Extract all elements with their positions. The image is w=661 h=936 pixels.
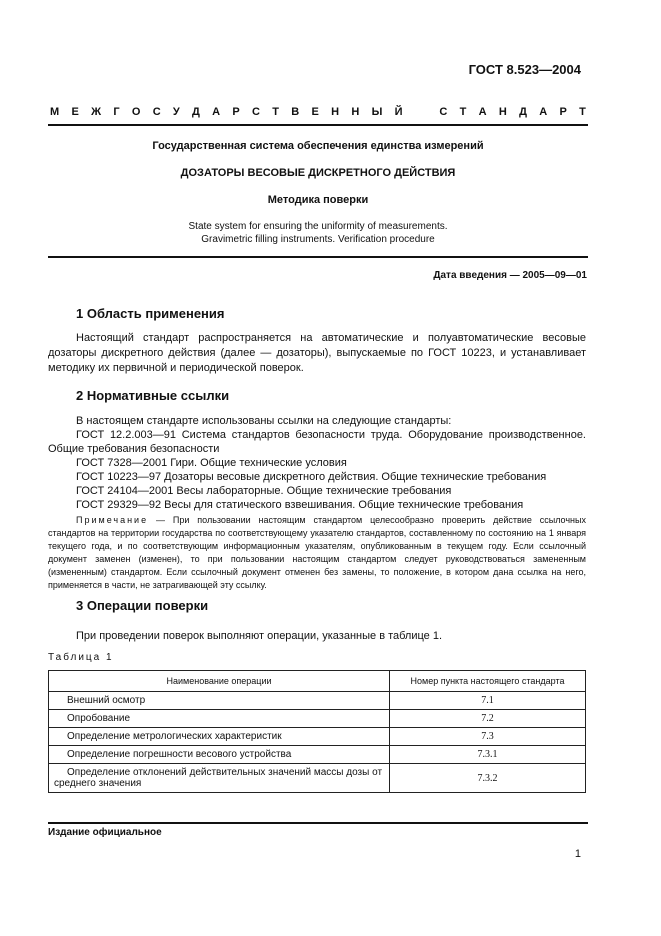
section-1-heading: 1 Область применения bbox=[76, 306, 225, 321]
reference-item: ГОСТ 24104—2001 Весы лабораторные. Общие технические требования bbox=[76, 485, 452, 497]
system-title: Государственная система обеспечения единства измерений bbox=[152, 140, 484, 152]
table-header-row bbox=[49, 671, 586, 692]
footer-divider bbox=[48, 822, 588, 824]
clause-number-cell: 7.3.2 bbox=[390, 764, 586, 793]
english-title bbox=[48, 220, 588, 246]
refs-lead: В настоящем стандарте использованы ссылки на следующие стандарты: bbox=[76, 415, 452, 427]
clause-number-cell: 7.3 bbox=[390, 728, 586, 746]
table-row bbox=[49, 746, 586, 764]
section-2-refs bbox=[48, 414, 586, 512]
paragraph: При проведении поверок выполняют операции, указанные в таблице 1. bbox=[76, 630, 443, 642]
english-title-line: State system for ensuring the uniformity of measurements. bbox=[188, 221, 448, 232]
table-row bbox=[49, 710, 586, 728]
note bbox=[48, 514, 586, 592]
reference-item: ГОСТ 10223—97 Дозаторы весовые дискретного действия. Общие технические требования bbox=[76, 471, 547, 483]
document-subtitle: Методика поверки bbox=[267, 194, 369, 206]
note-text: — При пользовании настоящим стандартом целесообразно проверить действие ссылочных стандартов на территории государства по соответствующему указателю стандартов, составленному по состоянию на 1 января текущего года, и по соответствующим информационным указателям, опубликованным в текущем году. Если ссылочный документ заменен (изменен), то при пользовании настоящим стандартом следует руководствоваться замененным (измененным) стандартом. Если ссылочный документ отменен без замены, то положение, в котором дана ссылка на него, применяется в части, не затрагивающей эту ссылку. bbox=[48, 515, 586, 590]
paragraph: Настоящий стандарт распространяется на автоматические и полуавтоматические весовые дозаторы дискретного действия (далее — дозаторы), выпускаемые по ГОСТ 10223, и устанавливает методику их первичной и периодической поверок. bbox=[48, 332, 586, 374]
table-row bbox=[49, 764, 586, 793]
operation-cell: Внешний осмотр bbox=[49, 692, 390, 710]
section-2-heading: 2 Нормативные ссылки bbox=[76, 388, 230, 403]
note-label: Примечание bbox=[76, 515, 149, 525]
title-divider bbox=[48, 256, 588, 258]
operation-cell: Определение метрологических характеристик bbox=[49, 728, 390, 746]
header-divider bbox=[48, 124, 588, 126]
document-number: ГОСТ 8.523—2004 bbox=[468, 62, 581, 77]
official-edition-label: Издание официальное bbox=[48, 827, 162, 838]
reference-item: ГОСТ 7328—2001 Гири. Общие технические условия bbox=[76, 457, 347, 469]
reference-item: ГОСТ 29329—92 Весы для статического взвешивания. Общие технические требования bbox=[76, 499, 524, 511]
introduction-date: Дата введения — 2005—09—01 bbox=[433, 270, 587, 281]
section-3-text bbox=[48, 629, 586, 644]
operation-cell: Опробование bbox=[49, 710, 390, 728]
section-1-text bbox=[48, 331, 586, 376]
page-number: 1 bbox=[574, 848, 581, 860]
operation-cell: Определение погрешности весового устройства bbox=[49, 746, 390, 764]
interstate-standard-heading: М Е Ж Г О С У Д А Р С Т В Е Н Н Ы Й С Т А Н Д А Р Т bbox=[50, 106, 586, 118]
reference-item: ГОСТ 12.2.003—91 Система стандартов безопасности труда. Оборудование производственное. Общие требования безопасности bbox=[48, 429, 586, 455]
column-header: Номер пункта настоящего стандарта bbox=[390, 671, 586, 692]
clause-number-cell: 7.1 bbox=[390, 692, 586, 710]
table-row bbox=[49, 728, 586, 746]
operation-cell: Определение отклонений действительных значений массы дозы от среднего значения bbox=[49, 764, 390, 793]
column-header: Наименование операции bbox=[49, 671, 390, 692]
table-row bbox=[49, 692, 586, 710]
document-title: ДОЗАТОРЫ ВЕСОВЫЕ ДИСКРЕТНОГО ДЕЙСТВИЯ bbox=[180, 167, 456, 179]
operations-table bbox=[48, 670, 586, 793]
clause-number-cell: 7.3.1 bbox=[390, 746, 586, 764]
table-caption: Таблица 1 bbox=[48, 652, 114, 663]
clause-number-cell: 7.2 bbox=[390, 710, 586, 728]
english-title-line: Gravimetric filling instruments. Verification procedure bbox=[201, 234, 435, 245]
section-3-heading: 3 Операции поверки bbox=[76, 598, 209, 613]
